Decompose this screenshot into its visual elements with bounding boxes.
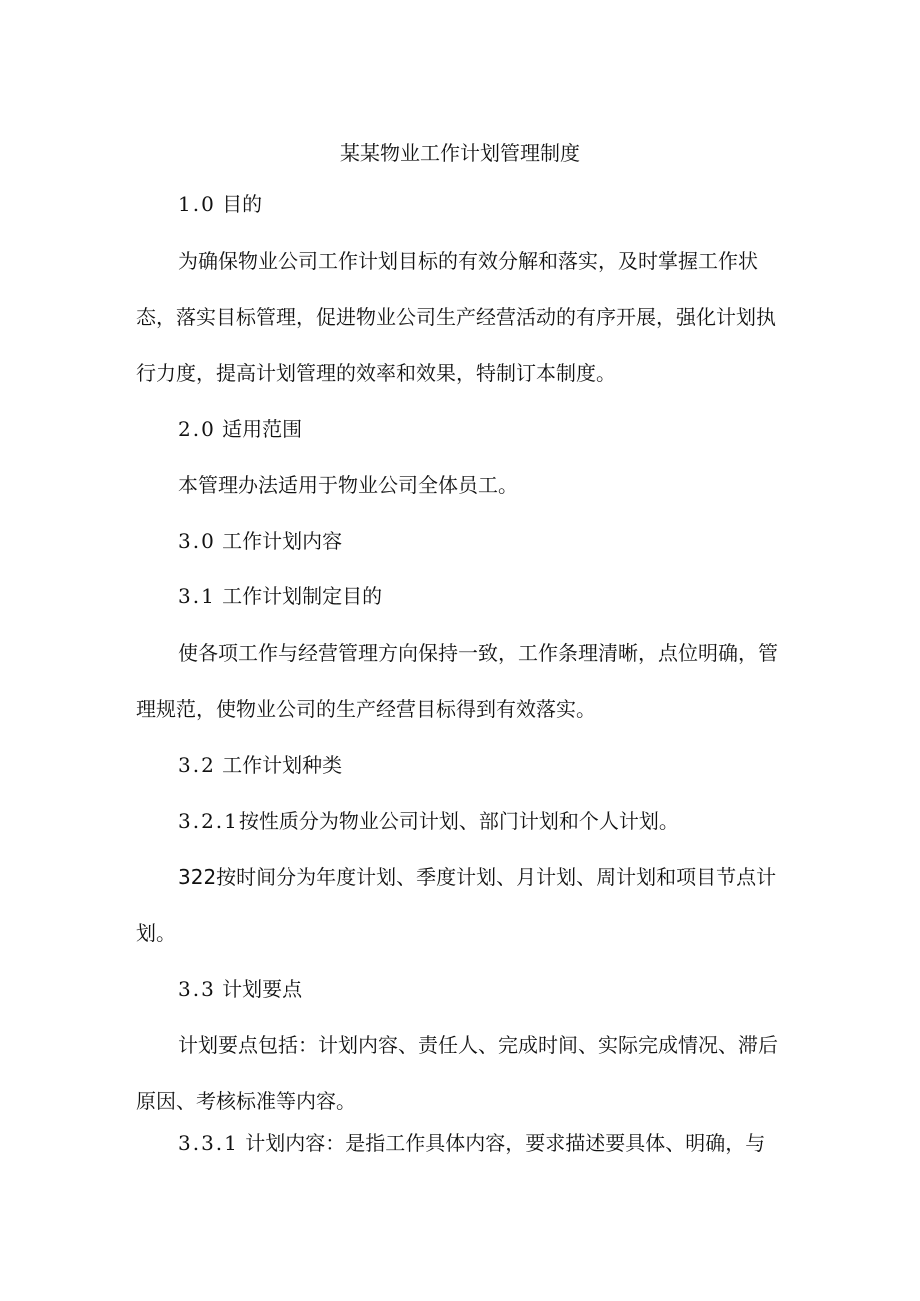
section-heading-3-3 bbox=[178, 974, 838, 1004]
section-title: 工作计划制定目的 bbox=[222, 584, 383, 608]
paragraph-line: 划。 bbox=[136, 921, 176, 945]
section-number: 3.0 bbox=[178, 529, 216, 553]
section-number: 1.0 bbox=[178, 192, 216, 216]
paragraph-line: 原因、考核标准等内容。 bbox=[136, 1089, 356, 1113]
section-heading-1 bbox=[178, 189, 838, 219]
paragraph-line: 322按时间分为年度计划、季度计划、月计划、周计划和项目节点计 bbox=[178, 865, 777, 889]
section-heading-3-2 bbox=[178, 750, 838, 780]
section-title: 适用范围 bbox=[222, 417, 303, 441]
section-number: 3.3.1 bbox=[178, 1131, 239, 1155]
section-3-3-1 bbox=[178, 1128, 838, 1158]
section-title: 目的 bbox=[222, 192, 263, 216]
section-heading-2 bbox=[178, 414, 838, 444]
section-title: 工作计划种类 bbox=[222, 753, 343, 777]
section-number: 3.2.1 bbox=[178, 809, 239, 833]
section-text: 按性质分为物业公司计划、部门计划和个人计划。 bbox=[238, 809, 679, 833]
section-title: 工作计划内容 bbox=[222, 529, 343, 553]
paragraph-line: 计划要点包括：计划内容、责任人、完成时间、实际完成情况、滞后 bbox=[178, 1033, 778, 1057]
section-3-2-1 bbox=[178, 806, 838, 836]
paragraph-line: 行力度，提高计划管理的效率和效果，特制订本制度。 bbox=[136, 361, 616, 385]
document-title: 某某物业工作计划管理制度 bbox=[340, 141, 580, 165]
section-number: 3.2 bbox=[178, 753, 216, 777]
section-number: 3.3 bbox=[178, 977, 216, 1001]
paragraph-line: 使各项工作与经营管理方向保持一致，工作条理清晰，点位明确，管 bbox=[178, 641, 778, 665]
section-heading-3 bbox=[178, 526, 838, 556]
section-number: 3.1 bbox=[178, 584, 216, 608]
section-text: 计划内容：是指工作具体内容，要求描述要具体、明确，与 bbox=[245, 1131, 766, 1155]
paragraph-line: 本管理办法适用于物业公司全体员工。 bbox=[178, 473, 518, 497]
section-title: 计划要点 bbox=[222, 977, 303, 1001]
paragraph-line: 为确保物业公司工作计划目标的有效分解和落实，及时掌握工作状 bbox=[178, 249, 758, 273]
paragraph-line: 态，落实目标管理，促进物业公司生产经营活动的有序开展，强化计划执 bbox=[136, 305, 776, 329]
paragraph-line: 理规范，使物业公司的生产经营目标得到有效落实。 bbox=[136, 697, 596, 721]
section-heading-3-1 bbox=[178, 581, 838, 611]
section-number: 2.0 bbox=[178, 417, 216, 441]
